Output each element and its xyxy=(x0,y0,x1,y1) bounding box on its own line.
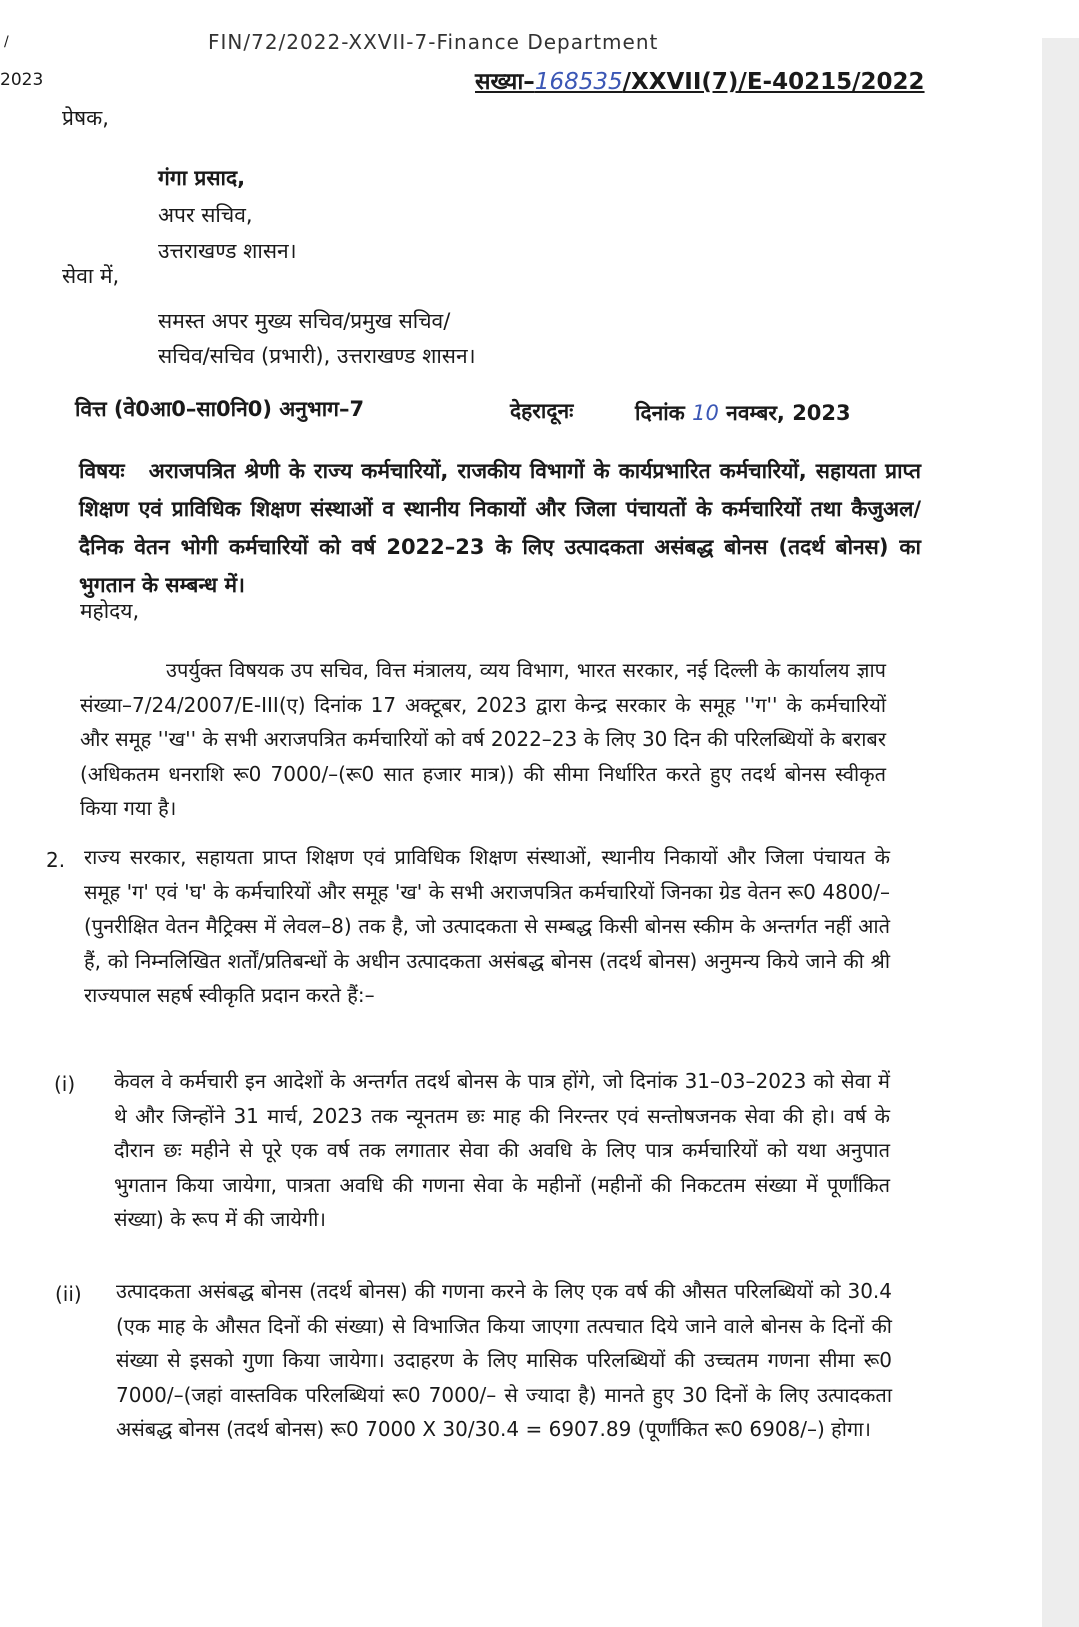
salutation: महोदय, xyxy=(80,599,140,623)
subject-text: अराजपत्रित श्रेणी के राज्य कर्मचारियों, राजकीय विभागों के कार्यप्रभारित कर्मचारियों, सहायता प्राप्त शिक्षण एवं प्राविधिक शिक्षण संस्थाओं व स्थानीय निकायों और जिला पंचायतों के कर्मचारियों तथा कैजुअल/दैनिक वेतन भोगी कर्मचारियों को वर्ष 2022–23 के लिए उत्पादकता असंबद्ध बोनस (तदर्थ बोनस) का भुगतान के सम्बन्ध में। xyxy=(79,459,921,597)
paragraph-2-number: 2. xyxy=(46,848,66,872)
recipient-label: सेवा में, xyxy=(62,264,120,288)
sender-name: गंगा प्रसाद, xyxy=(158,166,246,190)
corner-mark: / xyxy=(4,34,9,50)
letter-number-prefix: सख्या– xyxy=(475,69,535,95)
sender-label: प्रेषक, xyxy=(62,106,109,130)
subject xyxy=(79,452,921,604)
recipient-line-2: सचिव/सचिव (प्रभारी), उत्तराखण्ड शासन। xyxy=(158,344,476,368)
letter-number-handwritten: 168535 xyxy=(534,69,623,95)
paragraph-2: राज्य सरकार, सहायता प्राप्त शिक्षण एवं प्राविधिक शिक्षण संस्थाओं, स्थानीय निकायों और जिला पंचायत के समूह 'ग' एवं 'घ' के कर्मचारियों और समूह 'ख' के सभी अराजपत्रित कर्मचारियों जिनका ग्रेड वेतन रू0 4800/– (पुनरीक्षित वेतन मैट्रिक्स में लेवल–8) तक है, जो उत्पादकता से सम्बद्ध किसी बोनस स्कीम के अन्तर्गत नहीं आते हैं, को निम्नलिखित शर्तों/प्रतिबन्धों के अधीन उत्पादकता असंबद्ध बोनस (तदर्थ बोनस) अनुमन्य किये जाने की श्री राज्यपाल सहर्ष स्वीकृति प्रदान करते हैं:– xyxy=(84,845,890,1007)
file-reference: FIN/72/2022-XXVII-7-Finance Department xyxy=(208,30,659,54)
recipient-line-1: समस्त अपर मुख्य सचिव/प्रमुख सचिव/ xyxy=(158,309,451,333)
date-suffix: नवम्बर, 2023 xyxy=(726,401,851,425)
place: देहरादूनः xyxy=(510,399,574,423)
letter-number xyxy=(475,64,925,96)
sender-office: उत्तराखण्ड शासन। xyxy=(158,239,297,263)
date-prefix: दिनांक xyxy=(635,401,685,425)
paragraph-1: उपर्युक्त विषयक उप सचिव, वित्त मंत्रालय, व्यय विभाग, भारत सरकार, नई दिल्ली के कार्यालय ज्ञाप संख्या–7/24/2007/E-III(ए) दिनांक 17 अक्टूबर, 2023 द्वारा केन्द्र सरकार के समूह ''ग'' के कर्मचारियों और समूह ''ख'' के सभी अराजपत्रित कर्मचारियों को वर्ष 2022–23 के लिए 30 दिन की परिलब्धियों के बराबर (अधिकतम धनराशि रू0 7000/–(रू0 सात हजार मात्र)) की सीमा निर्धारित करते हुए तदर्थ बोनस स्वीकृत किया गया है। xyxy=(80,658,886,820)
sender-designation: अपर सचिव, xyxy=(158,203,253,227)
letter-number-suffix: /XXVII(7)/E-40215/2022 xyxy=(622,69,925,95)
clause-i: केवल वे कर्मचारी इन आदेशों के अन्तर्गत तदर्थ बोनस के पात्र होंगे, जो दिनांक 31–03–2023 को सेवा में थे और जिन्होंने 31 मार्च, 2023 तक न्यूनतम छः माह की निरन्तर एवं सन्तोषजनक सेवा की हो। वर्ष के दौरान छः महीने से पूरे एक वर्ष तक लगातार सेवा की अवधि के लिए पात्र कर्मचारियों को यथा अनुपात भुगतान किया जायेगा, पात्रता अवधि की गणना सेवा के महीनों (महीनों की निकटतम संख्या में पूर्णांकित संख्या) के रूप में की जायेगी। xyxy=(114,1069,890,1231)
page-edge-strip xyxy=(1042,38,1079,1627)
clause-ii-number: (ii) xyxy=(55,1282,82,1306)
letter-date xyxy=(635,399,851,427)
department-section: वित्त (वे0आ0–सा0नि0) अनुभाग–7 xyxy=(75,397,365,421)
clause-ii: उत्पादकता असंबद्ध बोनस (तदर्थ बोनस) की गणना करने के लिए एक वर्ष की औसत परिलब्धियों को 30.4 (एक माह के औसत दिनों की संख्या) से विभाजित किया जाएगा तत्पचात दिये जाने वाले बोनस के दिनों की संख्या से इसको गुणा किया जायेगा। उदाहरण के लिए मासिक परिलब्धियों की उच्चतम गणना सीमा रू0 7000/–(जहां वास्तविक परिलब्धियां रू0 7000/– से ज्यादा है) मानते हुए 30 दिनों के लिए उत्पादकता असंबद्ध बोनस (तदर्थ बोनस) रू0 7000 X 30/30.4 = 6907.89 (पूर्णांकित रू0 6908/–) होगा। xyxy=(116,1279,892,1441)
clause-i-number: (i) xyxy=(54,1072,76,1096)
date-handwritten: 10 xyxy=(692,401,719,425)
corner-year: 2023 xyxy=(0,70,44,90)
subject-label: विषयः xyxy=(79,459,125,483)
